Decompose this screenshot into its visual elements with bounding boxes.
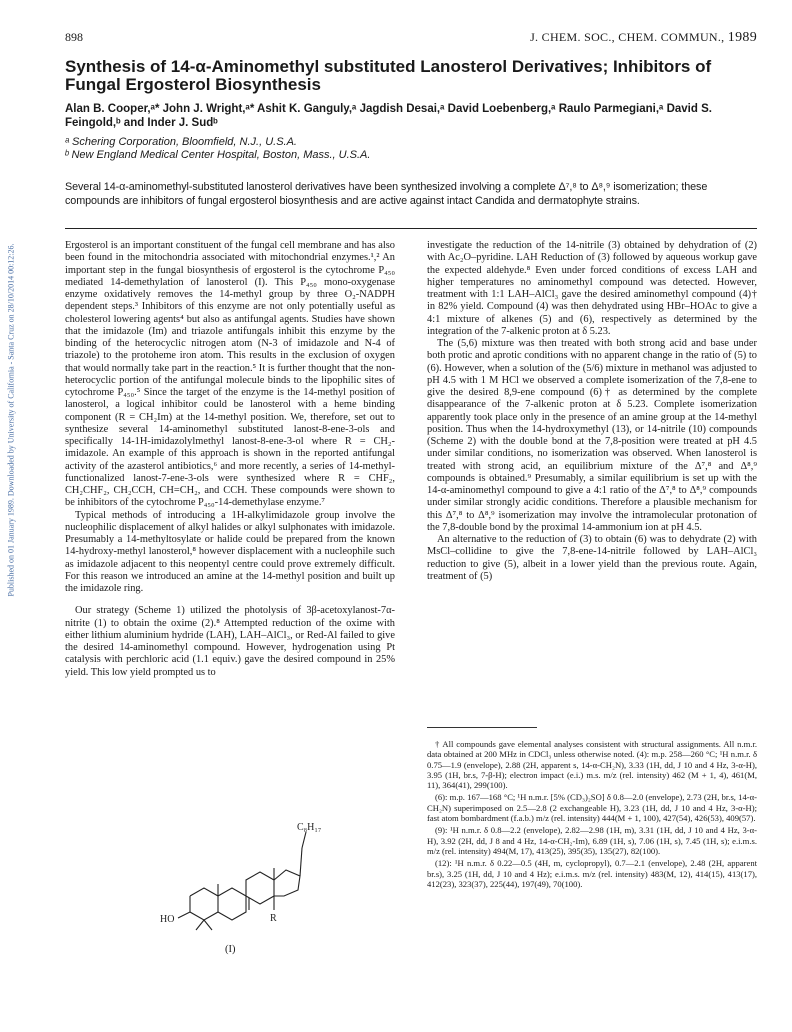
- footnote: † All compounds gave elemental analyses consistent with structural assignments. All n.m.r. data obtained at 200 MHz in CDCl₃ unless otherwise noted. (4): m.p. 258—260 °C; ¹H n.m.r. δ 0.75—1.9 (envelope), 2.88 (2H, apparent s, 14-α-CH₂N), 3.33 (1H, dd, J 10 and 4 Hz, 3-α-H), 3.95 (1H, br.s, 7-β-H); electron impact (e.i.) m.s. m/z (rel. intensity) 462 (M + 1, 4), 461(M, 11), 364(41), 299(100).: [427, 739, 757, 791]
- structure-label: (I): [225, 944, 236, 955]
- hydroxyl-label: HO: [160, 914, 175, 925]
- affiliation-a: ᵃ Schering Corporation, Bloomfield, N.J., U.S.A.: [65, 136, 297, 148]
- abstract-divider: [65, 228, 757, 229]
- paragraph: Our strategy (Scheme 1) utilized the photolysis of 3β-acetoxylanost-7α-nitrite (1) to obtain the oxime (2).⁸ Attempted reduction of the oxime with either lithium aluminium hydride (LAH), LAH–AlCl₃, or Red-Al failed to give the desired 14-aminomethyl compound. However, hydrogenation using Pt catalysis with perchloric acid (1.1 equiv.) gave the desired compound in 25% yield. This low yield prompted us to: [65, 605, 395, 678]
- affiliation-b: ᵇ New England Medical Center Hospital, Boston, Mass., U.S.A.: [65, 149, 371, 161]
- paragraph: The (5,6) mixture was then treated with both strong acid and base under both protic and aprotic conditions with no apparent change in the ratio of (5) to (6). However, when a solution of the (5/6) mixture in methanol was adjusted to pH 4.5 with 1 M HCl we observed a complete isomerization of the 7,8-ene to give the desired 8,9-ene compound (6)† as determined by the complete disappearance of the 7-alkenic proton at δ 5.23. Complete isomerization apparently took place only in the presence of an amine group at the 14-methyl position. Thus when the 14-hydroxymethyl (13), or 14-nitrile (10) compounds (Scheme 2) with the double bond at the 7,8-position were treated at pH 4.5 under similar conditions, no isomerization was observed. When lanosterol is treated with strong acid, an equilibrium mixture of the Δ⁷,⁸ and Δ⁸,⁹ compounds is obtained.⁹ Presumably, a similar equilibrium is set up with the 14-α-aminomethyl compound to give a 4:1 ratio of the Δ⁷,⁸ to Δ⁸,⁹ compounds under similar strongly acidic conditions. Therefore a plausible mechanism for this Δ⁷,⁸ to Δ⁸,⁹ isomerization may involve the intramolecular protonation of the 7,8-double bond by the proximal 14-ammonium ion at pH 4.5.: [427, 338, 757, 533]
- paragraph: An alternative to the reduction of (3) to obtain (6) was to dehydrate (2) with MsCl–collidine to give the 7,8-ene-14-nitrile followed by LAH–AlCl₃ reduction to give (5), albeit in a lower yield than the previous route. Again, treatment of (5): [427, 534, 757, 582]
- abstract: Several 14-α-aminomethyl-substituted lanosterol derivatives have been synthesized involving a complete Δ⁷,⁸ to Δ⁸,⁹ isomerization; these compounds are inhibitors of fungal ergosterol biosynthesis and are active against intact Candida and dermatophyte strains.: [65, 181, 708, 207]
- footnotes: [427, 739, 757, 891]
- side-chain-label: C₈H₁₇: [297, 822, 322, 833]
- page-number: 898: [65, 30, 83, 44]
- footnote: (9): ¹H n.m.r. δ 0.8—2.2 (envelope), 2.82—2.98 (1H, m), 3.31 (1H, dd, J 10 and 4 Hz, 3-α-H), 3.92 (2H, dd, J 8 and 4 Hz, 14-α-CH₂-Im), 6.89 (1H, s), 7.06 (1H, s), 7.45 (1H, s); e.i.m.s. m/z (rel. intensity) 494(M, 17), 413(25), 395(35), 135(27), 82(100).: [427, 825, 757, 856]
- lanosterol-structure: [160, 818, 330, 938]
- paragraph: Typical methods of introducing a 1H-alkylimidazole group involve the nucleophilic displacement of alkyl halides or alkyl sulphonates with imidazole. Presumably a 14-methyltosylate or halide could be prepared from the known 14-hydroxy-methyl lanosterol,⁸ however displacement with a nucleophile such as imidazole adjacent to this neopentyl centre could prove extremely difficult. For this reason we introduced an amine at the 14-methyl position and built up the imidazole ring.: [65, 509, 395, 594]
- journal-year: 1989: [727, 30, 757, 45]
- author-list: Alan B. Cooper,ᵃ* John J. Wright,ᵃ* Ashit K. Ganguly,ᵃ Jagdish Desai,ᵃ David Loebenberg,ᵃ Raulo Parmegiani,ᵃ David S. Feingold,ᵇ and Inder J. Sudᵇ: [65, 103, 712, 129]
- paragraph: investigate the reduction of the 14-nitrile (3) obtained by dehydration of (2) with Ac₂O–pyridine. LAH Reduction of (3) followed by aqueous workup gave the expected aldehyde.⁸ Even under forced conditions of excess LAH and higher temperatures no aminomethyl compound was detected. However, treatment with 1:1 LAH–AlCl₃ gave the desired aminomethyl compound (4)† in 82% yield. Compound (4) was then dehydrated using HBr–HOAc to give a 4:1 mixture of alkenes (5) and (6), respectively as determined by the integration of the 7-alkenic proton at δ 5.23.: [427, 240, 757, 337]
- r-group-label: R: [270, 913, 277, 924]
- footnote: (12): ¹H n.m.r. δ 0.22—0.5 (4H, m, cyclopropyl), 0.7—2.1 (envelope), 2.48 (2H, apparent br.s), 3.25 (1H, dd, J 10 and 4 Hz); e.i.m.s. m/z (rel. intensity) 483(M, 12), 414(15), 413(17), 412(23), 323(37), 225(44), 197(49), 70(100).: [427, 858, 757, 889]
- download-watermark-text: Published on 01 January 1989. Downloaded by University of California - Santa Cruz on 28/10/2014 00:12:26.: [6, 243, 16, 597]
- footnote-divider: [427, 727, 537, 728]
- journal-name: J. CHEM. SOC., CHEM. COMMUN.,: [530, 30, 725, 44]
- running-header: [65, 30, 757, 46]
- paragraph: Ergosterol is an important constituent of the fungal cell membrane and has also been found in the mitochondria associated with mitochondrial enzymes.¹,² An important step in the fungal biosynthesis of ergosterol is the cytochrome P₄₅₀ mediated 14-demethylation of lanosterol (I). This P₄₅₀ mono-oxygenase enzyme oxidatively removes the 14-methyl group by three O₂-NADPH dependent steps.³ Inhibitors of this enzyme are not only potentially useful as cholesterol lowering agents⁴ but also as antifungal agents. Studies have shown that the imidazole (Im) and triazole antifungals inhibit this enzyme by the binding of the heterocyclic nitrogen atom (N-3 of imidazole and N-4 of triazole) to the protoheme iron atom. This results in the exclusion of oxygen that would normally take part in the reaction.⁵ It is further thought that the non-heterocyclic portion of the antifungal molecule binds to the lipophilic sites of cytochrome P₄₅₀.⁵ Since the target of the enzyme is the 14-methyl position of lanosterol, a logical inhibitor could be lanosterol with a heme binding component (R = CH₂Im) at the 14-methyl position. We, therefore, set out to synthesize several 14-aminomethyl substituted lanost-8-ene-3-ols and specifically 14-1H-imidazolylmethyl lanost-8-ene-3-ol where R = CH₂-imidazole. An example of this approach is shown in the reported antifungal activity of the azasterol antibiotics,⁶ and more recently, a series of 14-methyl-functionalized lanost-7-ene-3-ols were synthesized where R = CHF₂, CH₂CHF₂, CH₂CCH, CH=CH₂, and CCH. These compounds were shown to be inhibitors of the cytochrome P₄₅₀-14-demethylase enzyme.⁷: [65, 240, 395, 509]
- left-column: [65, 240, 395, 679]
- footnote: (6): m.p. 167—168 °C; ¹H n.m.r. [5% (CD₃)₂SO] δ 0.8—2.0 (envelope), 2.73 (2H, br.s, 14-α-CH₂N) superimposed on 2.5—2.8 (2 exchangeable H), 3.23 (1H, dd, J 10 and 4 Hz, 3-α-H); fast atom bombardment (f.a.b.) m/z (rel. intensity) 444(M + 1, 100), 427(54), 426(53), 409(57).: [427, 792, 757, 824]
- journal-citation: [530, 30, 757, 46]
- right-column: [427, 240, 757, 583]
- download-watermark: [0, 150, 22, 690]
- article-title: Synthesis of 14-α-Aminomethyl substituted Lanosterol Derivatives; Inhibitors of Fungal Ergosterol Biosynthesis: [65, 57, 712, 94]
